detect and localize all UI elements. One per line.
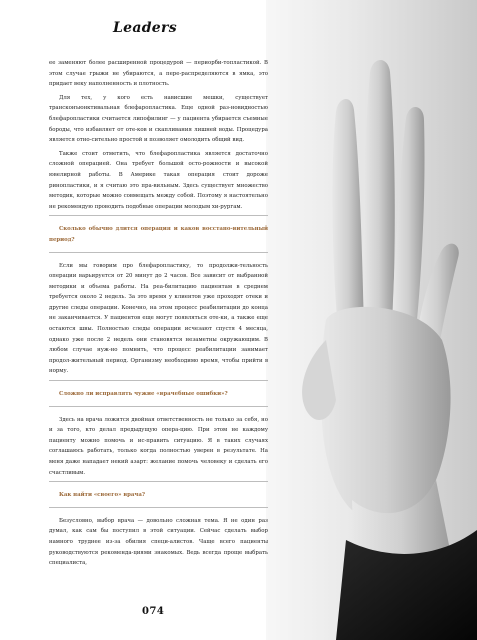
magazine-logo: Leaders [113,20,177,36]
divider [49,507,268,508]
divider [49,252,268,253]
interview-question: Сложно ли исправлять чужие «врачебные ошибки»? [59,391,228,398]
divider [49,481,268,482]
divider [49,380,268,381]
paragraph: ее заменяют более расширенной процедурой — периорби-топластикой. В этом случае грыжи не убираются, а пере-распределяются в ямка, это придает веку наполненность и плотность. [49,60,268,88]
hand-gesture-image [266,0,477,640]
paragraph: Для тех, у кого есть нависшие мешки, существует трансконъюнктивальная блефаропластика. Еще одной раз-новидностью блефаропластики считается липофилинг — у пациента убирается съемные бороды, что избавляет от оте-ков и скапливания лишней воды. Процедура является отно-сительно простой и позволяет омолодить общий вид. [49,94,268,144]
paragraph: Если мы говорим про блефаропластику, то продолжи-тельность операции варьируется от 20 минут до 2 часов. Все зависит от выбранной методики и объема работы. На реа-билитацию пациентам в среднем требуется около 2 недель. За это время у клиентов уже проходят отеки и другие следы операции. Конечно, на этом процесс реабилитации до конца не заканчивается. У пациентов еще могут появляться оте-ки, а также еще остаются швы. Полностью следы операции исчезают спустя 4 месяца, однако уже после 2 недель они становятся незаметны окружающим. В любом случае нуж-но помнить, что процесс реабилитации занимает продол-жительный период. Организму необходимо время, чтобы прийти в норму. [49,262,268,375]
hand-photo [266,0,477,640]
interview-question: Сколько обычно длится операция и каков восстано-вительный период? [49,226,268,243]
article-body [49,58,268,572]
paragraph: Безусловно, выбор врача — довольно сложная тема. Я не один раз думал, как сам бы поступил в этой ситуации. Сейчас сделать выбор намного труднее из-за обилия специ-алистов. Чаще всего пациенты руководствуются рекоменда-циями знакомых. Ведь всегда проще выбрать специалиста, [49,517,268,567]
divider [49,406,268,407]
interview-question: Как найти «своего» врача? [59,492,145,499]
divider [49,215,268,216]
page-number: 074 [142,606,165,617]
paragraph: Также стоит отметить, что блефаропластика является достаточно сложной операцией. Она требует большой осто-рожности и высокой ювелирной работы. В Америке такая операция стоит дороже ринопластики, и я считаю это пра-вильным. Здесь существует множество методик, которые можно совмещать между собой. Поэтому я настоятельно не рекомендую проводить подобные операции молодым хи-рургам. [49,150,268,210]
paragraph: Здесь на врача ложится двойная ответственность не только за себя, но и за того, кто делал предыдущую опера-цию. При этом не каждому пациенту можно помочь и ис-править ситуацию. Я в таких случаях соглашаюсь работать, только когда полностью уверен в результате. На меня даже нападает некий азарт: желание помочь человеку и сделать его счастливым. [49,416,268,476]
